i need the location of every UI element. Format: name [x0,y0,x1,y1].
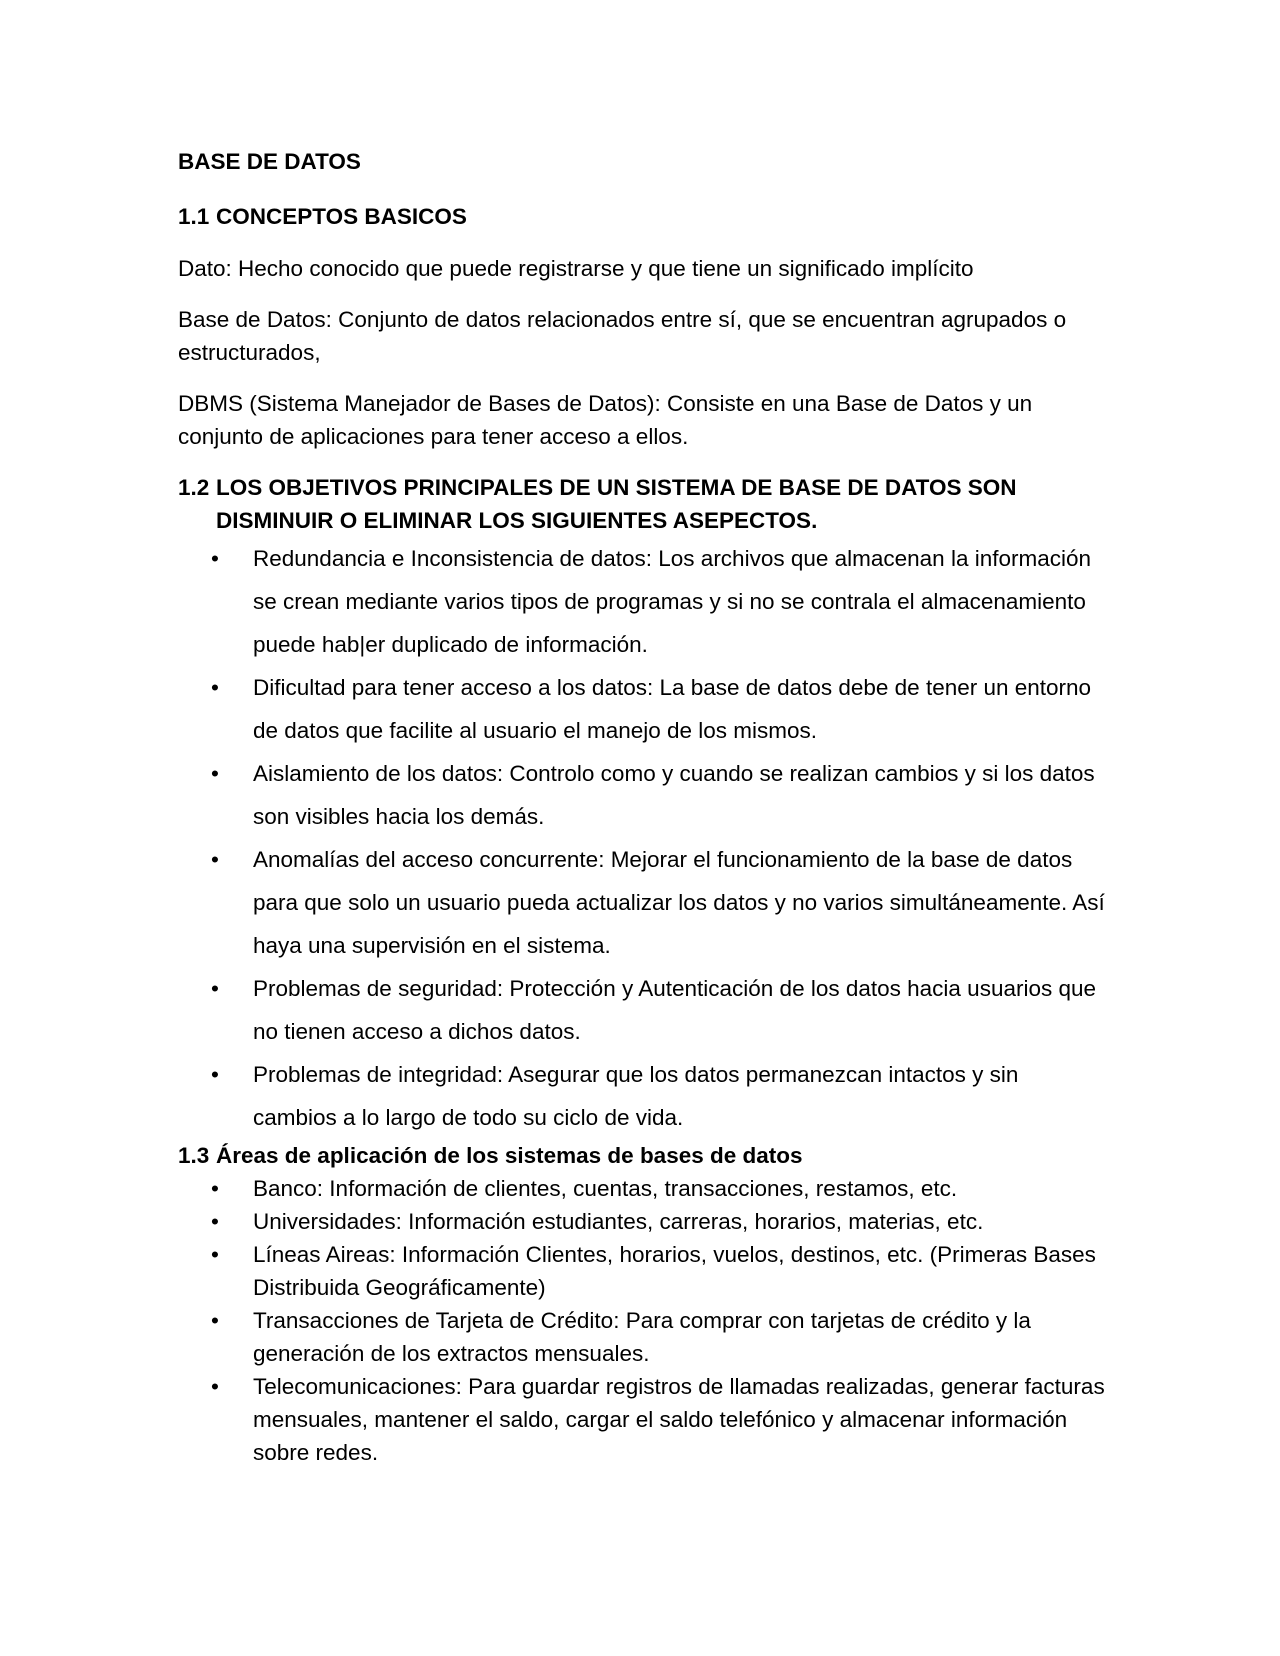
list-item-text: Anomalías del acceso concurrente: Mejorar el funcionamiento de la base de datos para que solo un usuario pueda actualizar los datos y no varios simultáneamente. Así haya una supervisión en el sistema. [253,847,1105,958]
list-item-text: Banco: Información de clientes, cuentas, transacciones, restamos, etc. [253,1176,958,1201]
bullet-icon: • [211,546,219,571]
bullet-icon: • [211,1242,219,1267]
list-item [178,967,1108,1053]
bullet-icon: • [211,1374,219,1399]
list-item-text: Problemas de seguridad: Protección y Autenticación de los datos hacia usuarios que no tienen acceso a dichos datos. [253,976,1097,1044]
bullet-icon: • [211,675,219,700]
list-item [178,666,1108,752]
bullet-icon: • [211,1176,219,1201]
section-3-heading [178,1139,1108,1172]
list-item-text: Telecomunicaciones: Para guardar registros de llamadas realizadas, generar facturas mensuales, mantener el saldo, cargar el saldo telefónico y almacenar información sobre redes. [253,1374,1105,1465]
bullet-icon: • [211,976,219,1001]
section-3-heading-text: Áreas de aplicación de los sistemas de bases de datos [216,1143,803,1168]
applications-list [178,1172,1108,1469]
list-item-text: Aislamiento de los datos: Controlo como y cuando se realizan cambios y si los datos son visibles hacia los demás. [253,761,1095,829]
list-item-text: Transacciones de Tarjeta de Crédito: Para comprar con tarjetas de crédito y la generación de los extractos mensuales. [253,1308,1031,1366]
list-item [178,1370,1108,1469]
section-2-heading-text: LOS OBJETIVOS PRINCIPALES DE UN SISTEMA DE BASE DE DATOS SON DISMINUIR O ELIMINAR LOS SIGUIENTES ASEPECTOS. [216,475,1017,533]
list-item-text: Problemas de integridad: Asegurar que los datos permanezcan intactos y sin cambios a lo largo de todo su ciclo de vida. [253,1062,1019,1130]
definition-dbms: DBMS (Sistema Manejador de Bases de Datos): Consiste en una Base de Datos y un conjunto de aplicaciones para tener acceso a ellos. [178,391,1033,449]
list-item-text: Redundancia e Inconsistencia de datos: Los archivos que almacenan la información se crean mediante varios tipos de programas y si no se contrala el almacenamiento puede hab|er duplicado de información. [253,546,1092,657]
list-item-text: Líneas Aireas: Información Clientes, horarios, vuelos, destinos, etc. (Primeras Bases Distribuida Geográficamente) [253,1242,1096,1300]
list-item-text: Universidades: Información estudiantes, carreras, horarios, materias, etc. [253,1209,984,1234]
section-2-number: 1.2 [178,475,210,500]
section-1-heading-text: CONCEPTOS BASICOS [216,204,467,229]
list-item [178,1304,1108,1370]
list-item [178,1205,1108,1238]
bullet-icon: • [211,761,219,786]
definition-dato: Dato: Hecho conocido que puede registrarse y que tiene un significado implícito [178,256,974,281]
section-3-number: 1.3 [178,1143,210,1168]
list-item [178,1053,1108,1139]
list-item [178,537,1108,666]
definition-base-de-datos: Base de Datos: Conjunto de datos relacionados entre sí, que se encuentran agrupados o estructurados, [178,307,1067,365]
section-2-heading [178,471,1108,537]
list-item [178,838,1108,967]
list-item [178,752,1108,838]
bullet-icon: • [211,1308,219,1333]
bullet-icon: • [211,1062,219,1087]
document-title: BASE DE DATOS [178,149,361,174]
list-item-text: Dificultad para tener acceso a los datos: La base de datos debe de tener un entorno de datos que facilite al usuario el manejo de los mismos. [253,675,1092,743]
list-item [178,1238,1108,1304]
bullet-icon: • [211,1209,219,1234]
section-1-number: 1.1 [178,204,210,229]
section-1-heading [178,200,1108,233]
bullet-icon: • [211,847,219,872]
objectives-list [178,537,1108,1139]
list-item [178,1172,1108,1205]
document-page [178,146,1108,1469]
